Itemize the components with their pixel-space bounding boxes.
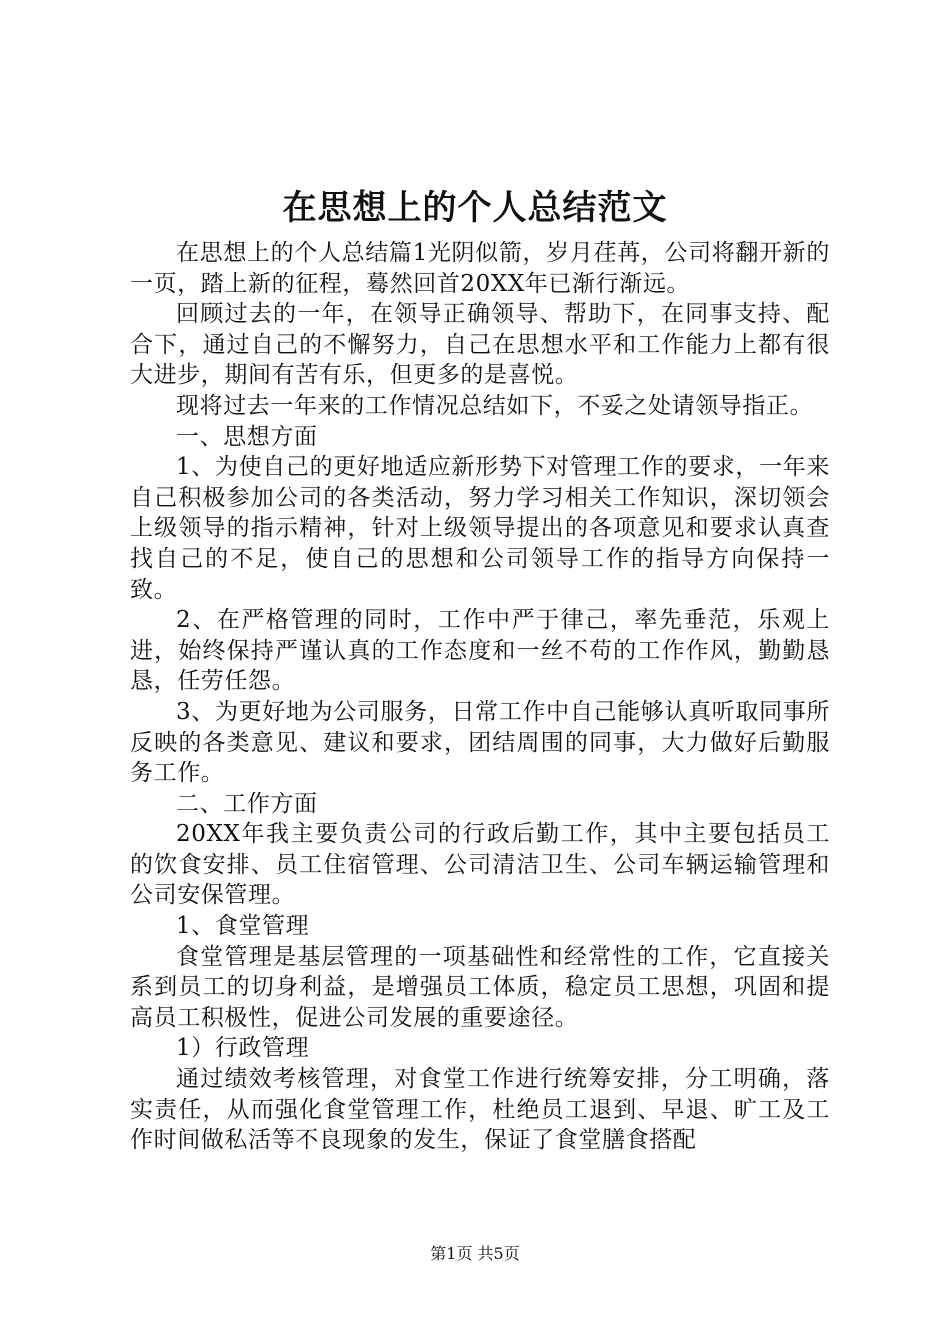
paragraph: 现将过去一年来的工作情况总结如下，不妥之处请领导指正。: [176, 392, 814, 419]
paragraph: 1、为使自己的更好地适应新形势下对管理工作的要求，一年来自己积极参加公司的各类活动，努力学习相关工作知识，深切领会上级领导的指示精神，针对上级领导提出的各项意见和要求认真查找自己的不足，使自己的思想和公司领导工作的指导方向保持一致。: [130, 454, 830, 603]
subsection-heading: 1、食堂管理: [176, 913, 310, 940]
paragraph: 20XX年我主要负责公司的行政后勤工作，其中主要包括员工的饮食安排、员工住宿管理、公司清洁卫生、公司车辆运输管理和公司安保管理。: [130, 821, 830, 909]
paragraph: 通过绩效考核管理，对食堂工作进行统筹安排，分工明确，落实责任，从而强化食堂管理工作，杜绝员工退到、早退、旷工及工作时间做私活等不良现象的发生，保证了食堂膳食搭配: [130, 1066, 830, 1154]
paragraph: 在思想上的个人总结篇1光阴似箭，岁月荏苒，公司将翻开新的一页，踏上新的征程，蓦然回首20XX年已渐行渐远。: [130, 240, 830, 297]
paragraph: 回顾过去的一年，在领导正确领导、帮助下，在同事支持、配合下，通过自己的不懈努力，自己在思想水平和工作能力上都有很大进步，期间有苦有乐，但更多的是喜悦。: [130, 301, 830, 389]
paragraph: 食堂管理是基层管理的一项基础性和经常性的工作，它直接关系到员工的切身利益，是增强员工体质，稳定员工思想，巩固和提高员工积极性，促进公司发展的重要途径。: [130, 943, 830, 1031]
document-title: 在思想上的个人总结范文: [282, 188, 668, 228]
section-heading: 二、工作方面: [176, 790, 318, 817]
page-footer: 第1页 共5页: [430, 1244, 520, 1263]
paragraph: 3、为更好地为公司服务，日常工作中自己能够认真听取同事所反映的各类意见、建议和要求，团结周围的同事，大力做好后勤服务工作。: [130, 698, 830, 787]
section-heading: 一、思想方面: [176, 423, 318, 450]
subsection-heading: 1）行政管理: [176, 1035, 310, 1062]
paragraph: 2、在严格管理的同时，工作中严于律己，率先垂范，乐观上进，始终保持严谨认真的工作态度和一丝不苟的工作作风，勤勤恳恳，任劳任怨。: [130, 607, 830, 695]
document-body: [130, 238, 830, 1156]
